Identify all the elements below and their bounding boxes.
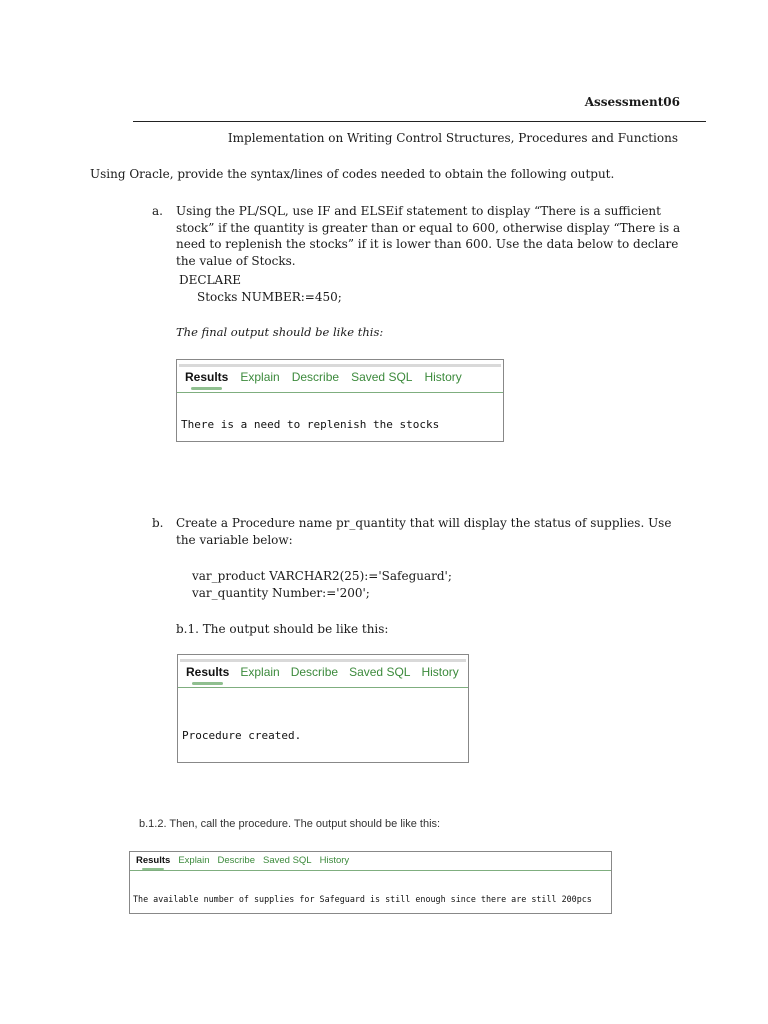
tab-saved-sql[interactable]: Saved SQL xyxy=(263,855,312,866)
output-text-b1: Procedure created. xyxy=(182,729,302,742)
tab-describe[interactable]: Describe xyxy=(217,855,255,866)
tab-history[interactable]: History xyxy=(319,855,350,866)
code-var-quantity: var_quantity Number:='200'; xyxy=(192,586,370,600)
assessment-subtitle: Implementation on Writing Control Structures, Procedures and Functions xyxy=(227,131,678,145)
final-output-note: The final output should be like this: xyxy=(176,325,384,339)
note-b1: b.1. The output should be like this: xyxy=(176,622,389,636)
output-tabs xyxy=(186,665,459,679)
tab-explain[interactable]: Explain xyxy=(178,855,210,866)
tab-history[interactable]: History xyxy=(421,665,459,679)
code-declare: DECLARE xyxy=(179,273,241,287)
header-rule xyxy=(133,121,706,122)
tab-results[interactable]: Results xyxy=(136,855,171,866)
question-b-letter: b. xyxy=(152,516,164,530)
code-var-product: var_product VARCHAR2(25):='Safeguard'; xyxy=(192,569,452,583)
tab-history[interactable]: History xyxy=(424,370,462,384)
tab-explain[interactable]: Explain xyxy=(240,665,280,679)
note-b12: b.1.2. Then, call the procedure. The output should be like this: xyxy=(139,818,441,830)
instructions: Using Oracle, provide the syntax/lines of codes needed to obtain the following output. xyxy=(90,167,615,181)
question-a-letter: a. xyxy=(152,204,163,218)
output-panel-b1 xyxy=(177,654,469,763)
output-panel-a xyxy=(176,359,504,442)
question-b-text: Create a Procedure name pr_quantity that will display the status of supplies. Use the variable below: xyxy=(176,516,672,547)
output-text-b12: The available number of supplies for Safeguard is still enough since there are still 200pcs xyxy=(133,894,592,904)
assessment-title: Assessment06 xyxy=(584,95,680,109)
tab-explain[interactable]: Explain xyxy=(240,370,280,384)
output-tabs xyxy=(185,370,462,384)
tab-saved-sql[interactable]: Saved SQL xyxy=(349,665,411,679)
tab-describe[interactable]: Describe xyxy=(291,370,340,384)
tab-describe[interactable]: Describe xyxy=(290,665,339,679)
tab-results[interactable]: Results xyxy=(185,370,229,384)
tab-results[interactable]: Results xyxy=(186,665,230,679)
output-panel-b12 xyxy=(129,851,612,914)
output-tabs xyxy=(136,855,349,866)
output-text-a: There is a need to replenish the stocks xyxy=(181,418,440,431)
code-stocks: Stocks NUMBER:=450; xyxy=(197,290,342,304)
tab-saved-sql[interactable]: Saved SQL xyxy=(351,370,413,384)
question-a-text: Using the PL/SQL, use IF and ELSEif statement to display “There is a sufficient stock” if the quantity is greater than or equal to 600, otherwise display “There is a need to replenish the stocks” if it is lower than 600. Use the data below to declare the value of Stocks. xyxy=(176,204,681,268)
